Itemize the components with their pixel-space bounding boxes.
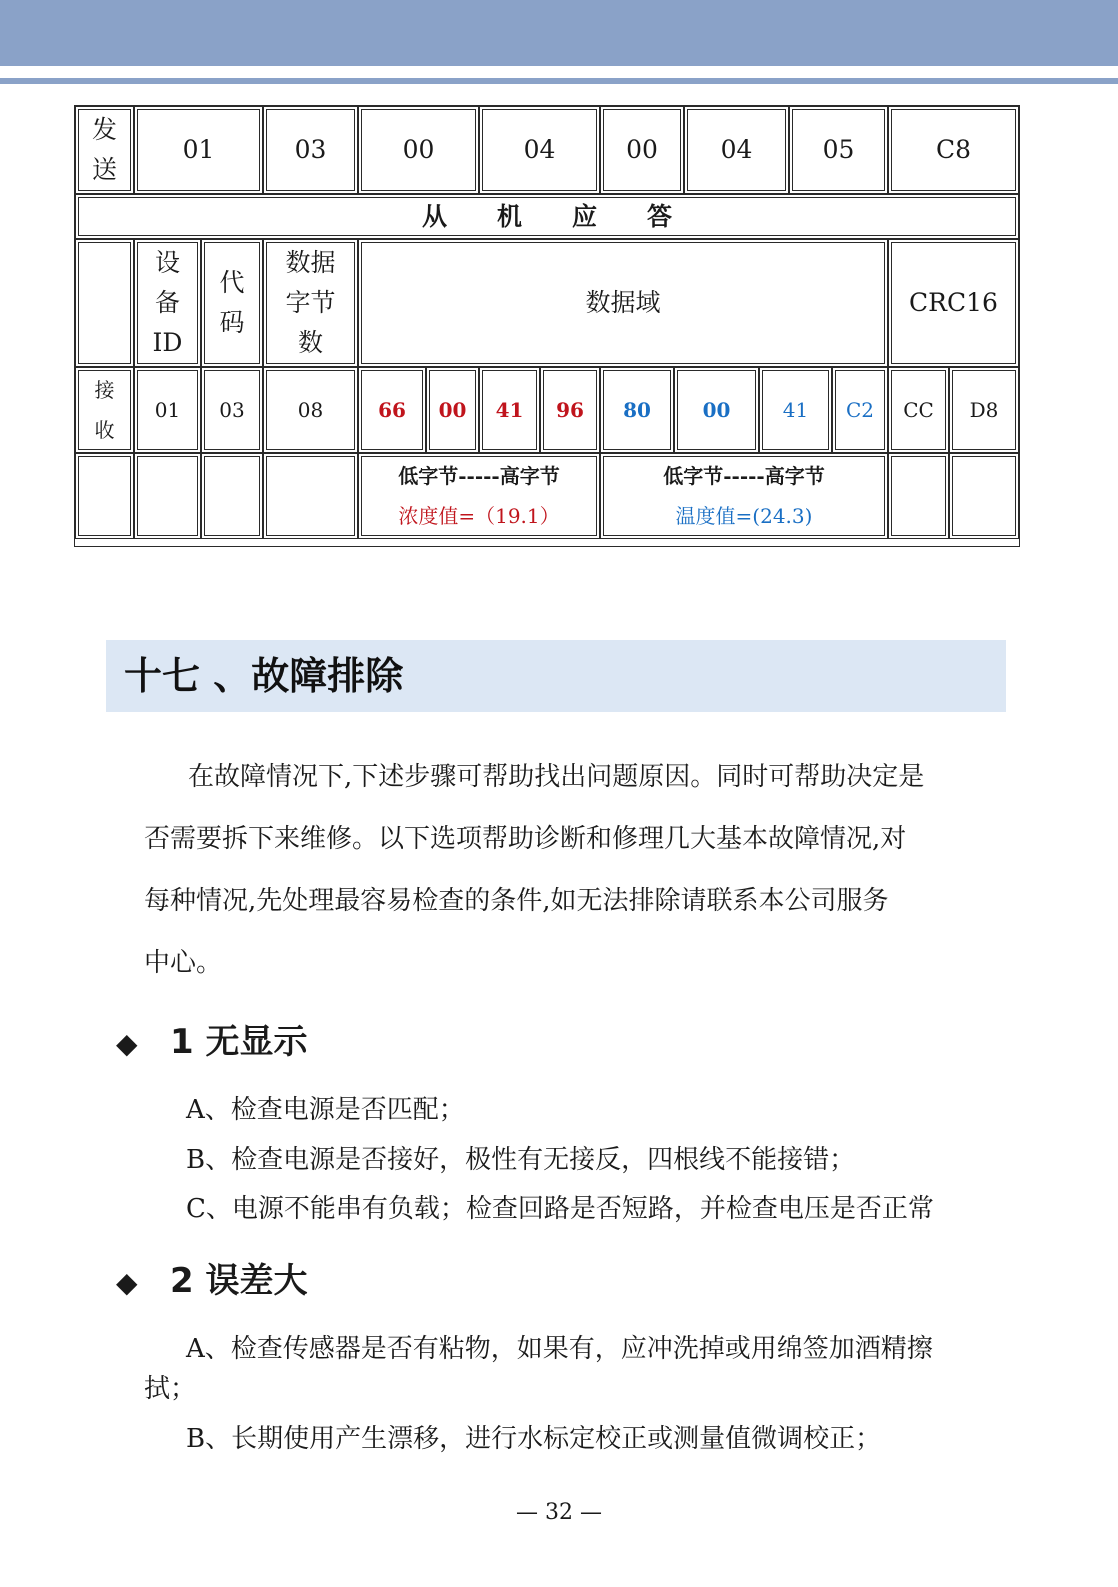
send-byte-cell xyxy=(134,106,263,194)
intro-line: 否需要拆下来维修。以下选项帮助诊断和修理几大基本故障情况,对 xyxy=(144,824,907,854)
intro-line: 在故障情况下,下述步骤可帮助找出问题原因。同时可帮助决定是 xyxy=(188,762,925,792)
recv-byte-cell xyxy=(201,367,263,453)
recv-byte-count: 08 xyxy=(297,398,324,422)
fault-item: B、长期使用产生漂移，进行水标定校正或测量值微调校正； xyxy=(186,1424,882,1454)
byte-order-note: 低字节-----高字节 xyxy=(663,464,825,488)
send-byte-cell xyxy=(888,106,1019,194)
fault-title: 1 无显示 xyxy=(170,1022,308,1062)
section-title: 十七 、故障排除 xyxy=(124,654,404,698)
blank-note-cell xyxy=(134,453,201,539)
blank-note-cell xyxy=(201,453,263,539)
code-label: 代 码 xyxy=(219,268,245,337)
crc-byte-cell xyxy=(949,367,1019,453)
diamond-bullet-icon: ◆ xyxy=(116,1266,138,1299)
send-byte: 00 xyxy=(402,135,435,164)
blank-note-cell xyxy=(263,453,358,539)
send-byte: 05 xyxy=(822,135,855,164)
concentration-byte: 96 xyxy=(556,398,584,422)
recv-byte-cell xyxy=(134,367,201,453)
fault-title: 2 误差大 xyxy=(170,1261,308,1301)
data-field-header xyxy=(358,239,888,367)
device-id-label: 设 备 ID xyxy=(152,248,183,357)
fault-item: B、检查电源是否接好，极性有无接反，四根线不能接错； xyxy=(186,1145,856,1175)
byte-count-header xyxy=(263,239,358,367)
crc-header xyxy=(888,239,1019,367)
crc-byte-cell xyxy=(888,367,949,453)
device-id-header xyxy=(134,239,201,367)
byte-count-label: 数据 字节 数 xyxy=(285,248,336,357)
send-byte-cell xyxy=(479,106,600,194)
concentration-byte-cell xyxy=(358,367,426,453)
concentration-byte: 66 xyxy=(378,398,406,422)
temperature-byte-cell xyxy=(600,367,674,453)
send-byte: 04 xyxy=(720,135,753,164)
header-band xyxy=(0,0,1118,66)
send-byte-cell xyxy=(789,106,888,194)
header-rule xyxy=(0,78,1118,84)
send-byte: 01 xyxy=(182,135,215,164)
fault-item: 拭； xyxy=(144,1374,197,1404)
recv-device-id: 01 xyxy=(154,398,181,422)
blank-note-cell xyxy=(888,453,949,539)
temperature-byte: 41 xyxy=(782,398,809,422)
temperature-byte-cell xyxy=(832,367,888,453)
recv-byte-cell xyxy=(263,367,358,453)
recv-code: 03 xyxy=(219,398,245,422)
crc-byte: CC xyxy=(903,398,934,422)
fault-item: A、检查电源是否匹配； xyxy=(186,1095,465,1125)
blank-header-cell xyxy=(75,239,134,367)
recv-label-cell xyxy=(75,367,134,453)
concentration-byte: 41 xyxy=(495,398,524,422)
temperature-byte-cell xyxy=(674,367,759,453)
crc-byte: D8 xyxy=(969,398,999,422)
temperature-byte: 80 xyxy=(623,398,651,422)
send-byte-cell xyxy=(358,106,479,194)
send-byte-cell xyxy=(600,106,684,194)
send-byte-cell xyxy=(263,106,358,194)
send-label: 发 送 xyxy=(91,115,117,184)
slave-response-title: 从 机 应 答 xyxy=(421,201,672,231)
diamond-bullet-icon: ◆ xyxy=(116,1027,138,1060)
byte-order-note: 低字节-----高字节 xyxy=(398,464,560,488)
intro-paragraph xyxy=(144,746,978,994)
blank-note-cell xyxy=(949,453,1019,539)
send-label-cell xyxy=(75,106,134,194)
code-header xyxy=(201,239,263,367)
data-field-label: 数据域 xyxy=(585,288,661,317)
fault-item: C、电源不能串有负载；检查回路是否短路，并检查电压是否正常 xyxy=(186,1194,934,1224)
intro-line: 中心。 xyxy=(144,948,223,978)
concentration-byte-cell xyxy=(540,367,600,453)
temperature-byte: C2 xyxy=(845,398,875,422)
fault-item: A、检查传感器是否有粘物，如果有，应冲洗掉或用绵签加酒精擦 xyxy=(186,1334,933,1364)
concentration-note-cell xyxy=(358,453,600,539)
send-byte: C8 xyxy=(935,135,972,164)
temperature-byte: 00 xyxy=(702,398,731,422)
concentration-byte-cell xyxy=(426,367,479,453)
concentration-byte: 00 xyxy=(438,398,467,422)
send-byte: 00 xyxy=(626,135,658,164)
intro-line: 每种情况,先处理最容易检查的条件,如无法排除请联系本公司服务 xyxy=(144,886,889,916)
temperature-value: 温度值=(24.3) xyxy=(675,504,813,528)
temperature-note-cell xyxy=(600,453,888,539)
send-byte: 04 xyxy=(523,135,556,164)
concentration-value: 浓度值=（19.1） xyxy=(398,504,560,528)
temperature-byte-cell xyxy=(759,367,832,453)
fault-heading xyxy=(116,1259,308,1305)
concentration-byte-cell xyxy=(479,367,540,453)
fault-heading xyxy=(116,1020,308,1066)
slave-response-header xyxy=(75,194,1019,239)
send-byte: 03 xyxy=(294,135,327,164)
crc-label: CRC16 xyxy=(909,288,998,317)
send-byte-cell xyxy=(684,106,789,194)
page-number: — 32 — xyxy=(516,1500,602,1525)
recv-label: 接 收 xyxy=(94,378,115,442)
blank-note-cell xyxy=(75,453,134,539)
